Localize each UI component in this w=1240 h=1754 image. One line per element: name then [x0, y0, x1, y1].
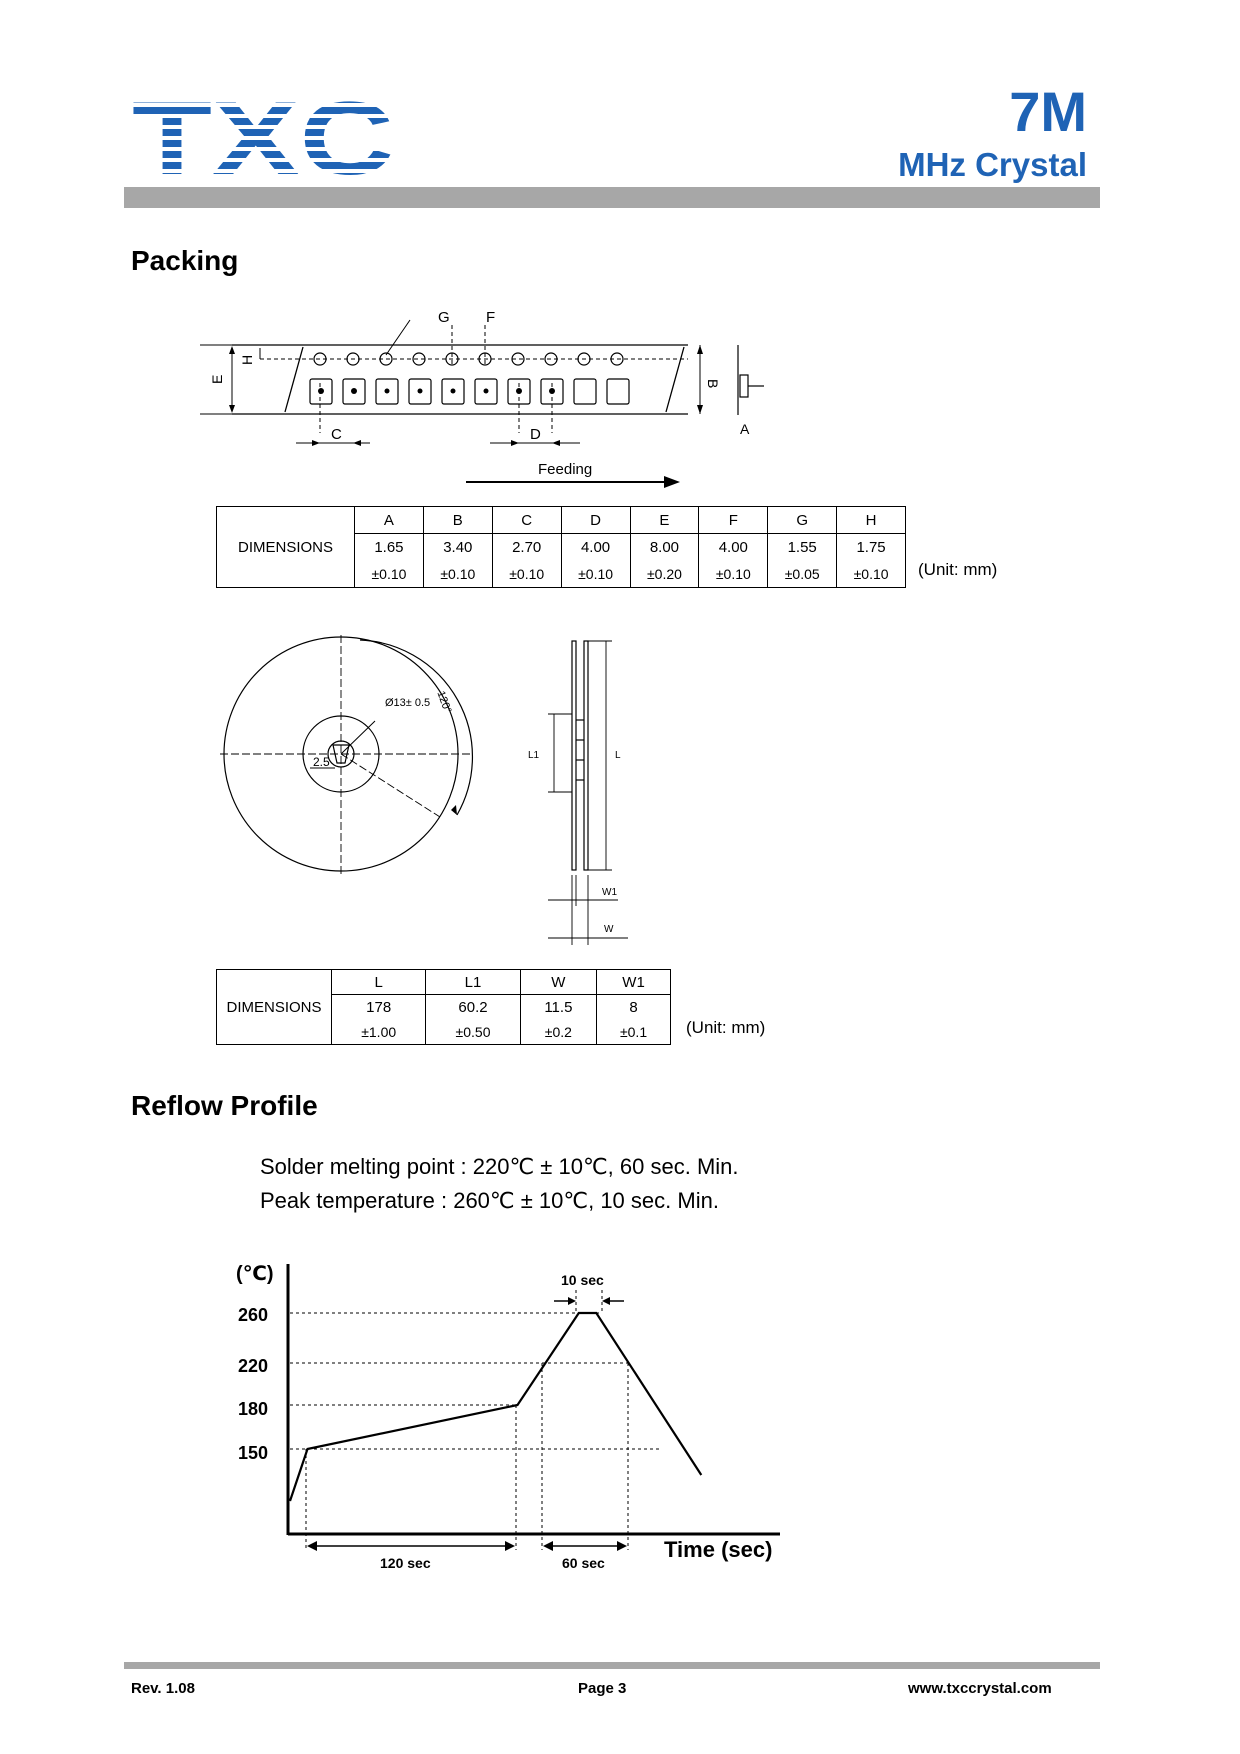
website: www.txccrystal.com: [908, 1680, 1052, 1697]
y-axis-label: (℃): [236, 1263, 274, 1285]
reel-col-l: L: [332, 970, 426, 995]
offset-label: 2.5: [313, 755, 330, 769]
reel-side-view: [520, 630, 640, 950]
solder-melting-line: Solder melting point : 220℃ ± 10℃, 60 sec. Min.: [260, 1154, 739, 1179]
txc-logo: [132, 96, 394, 178]
w1-label: W1: [602, 887, 617, 898]
tape-tolerance: ±0.10: [492, 561, 561, 588]
tape-value: 1.65: [355, 534, 424, 561]
tape-tolerance: ±0.10: [699, 561, 768, 588]
svg-text:TXC: TXC: [132, 96, 394, 178]
tape-tolerance: ±0.10: [561, 561, 630, 588]
reel-col-l1: L1: [426, 970, 520, 995]
tape-col-f: F: [699, 507, 768, 534]
reflow-profile-line: [290, 1313, 701, 1501]
tape-value: 3.40: [423, 534, 492, 561]
tape-value: 1.75: [837, 534, 906, 561]
tape-col-h: H: [837, 507, 906, 534]
tape-value: 4.00: [699, 534, 768, 561]
reel-row-label: DIMENSIONS: [217, 970, 332, 1045]
hole-label: Ø13± 0.5: [385, 697, 431, 709]
preheat-label: 120 sec: [380, 1555, 431, 1571]
product-subtitle: MHz Crystal: [898, 146, 1087, 183]
page-number: Page 3: [578, 1680, 627, 1697]
reflow-chart: [220, 1250, 800, 1580]
l1-label: L1: [528, 750, 540, 761]
tape-tolerance: ±0.10: [423, 561, 492, 588]
x-axis-label: Time (sec): [664, 1537, 773, 1562]
tape-row-label: DIMENSIONS: [217, 507, 355, 588]
reel-value: 8: [597, 995, 671, 1020]
reel-value: 11.5: [520, 995, 596, 1020]
tape-tolerance: ±0.10: [355, 561, 424, 588]
reel-dimensions-table: [216, 969, 671, 1045]
peak-temperature-line: Peak temperature : 260℃ ± 10℃, 10 sec. Min.: [260, 1188, 719, 1213]
tape-col-g: G: [768, 507, 837, 534]
reel-tolerance: ±1.00: [332, 1020, 426, 1045]
peak-hold-label: 10 sec: [561, 1272, 604, 1288]
footer-divider: [124, 1662, 1100, 1669]
tape-value: 1.55: [768, 534, 837, 561]
label-e: E: [209, 374, 225, 384]
reel-unit: (Unit: mm): [686, 1018, 766, 1037]
packing-heading: Packing: [131, 245, 239, 276]
tape-tolerance: ±0.20: [630, 561, 699, 588]
label-f: F: [486, 309, 496, 326]
tape-col-e: E: [630, 507, 699, 534]
tick-label: 180: [238, 1399, 269, 1419]
l-label: L: [615, 750, 621, 761]
reel-tolerance: ±0.50: [426, 1020, 520, 1045]
angle-label: 120°: [434, 689, 454, 715]
label-b: B: [705, 379, 721, 389]
reel-front-view: [220, 625, 480, 885]
reel-tolerance: ±0.1: [597, 1020, 671, 1045]
revision: Rev. 1.08: [131, 1680, 195, 1697]
part-title: 7M: [1009, 80, 1087, 143]
tick-label: 220: [238, 1356, 269, 1376]
reel-col-w: W: [520, 970, 596, 995]
tape-col-d: D: [561, 507, 630, 534]
label-c: C: [331, 426, 342, 443]
tape-diagram: [200, 305, 820, 495]
tape-value: 8.00: [630, 534, 699, 561]
tape-col-b: B: [423, 507, 492, 534]
tape-tolerance: ±0.10: [837, 561, 906, 588]
tape-value: 2.70: [492, 534, 561, 561]
tape-col-c: C: [492, 507, 561, 534]
tick-label: 150: [238, 1443, 269, 1463]
label-d: D: [530, 426, 541, 443]
tape-dimensions-table: [216, 506, 906, 588]
reel-value: 178: [332, 995, 426, 1020]
tape-tolerance: ±0.05: [768, 561, 837, 588]
label-g: G: [438, 309, 450, 326]
header-divider: [124, 187, 1100, 208]
label-h: H: [239, 354, 255, 365]
reel-value: 60.2: [426, 995, 520, 1020]
tape-col-a: A: [355, 507, 424, 534]
label-a: A: [740, 421, 750, 437]
reflow-heading: Reflow Profile: [131, 1090, 318, 1121]
reel-col-w1: W1: [597, 970, 671, 995]
w-label: W: [604, 924, 614, 935]
above-melt-label: 60 sec: [562, 1555, 605, 1571]
label-feeding: Feeding: [538, 461, 593, 478]
tick-label: 260: [238, 1305, 269, 1325]
tape-unit: (Unit: mm): [918, 560, 998, 579]
tape-value: 4.00: [561, 534, 630, 561]
reel-tolerance: ±0.2: [520, 1020, 596, 1045]
